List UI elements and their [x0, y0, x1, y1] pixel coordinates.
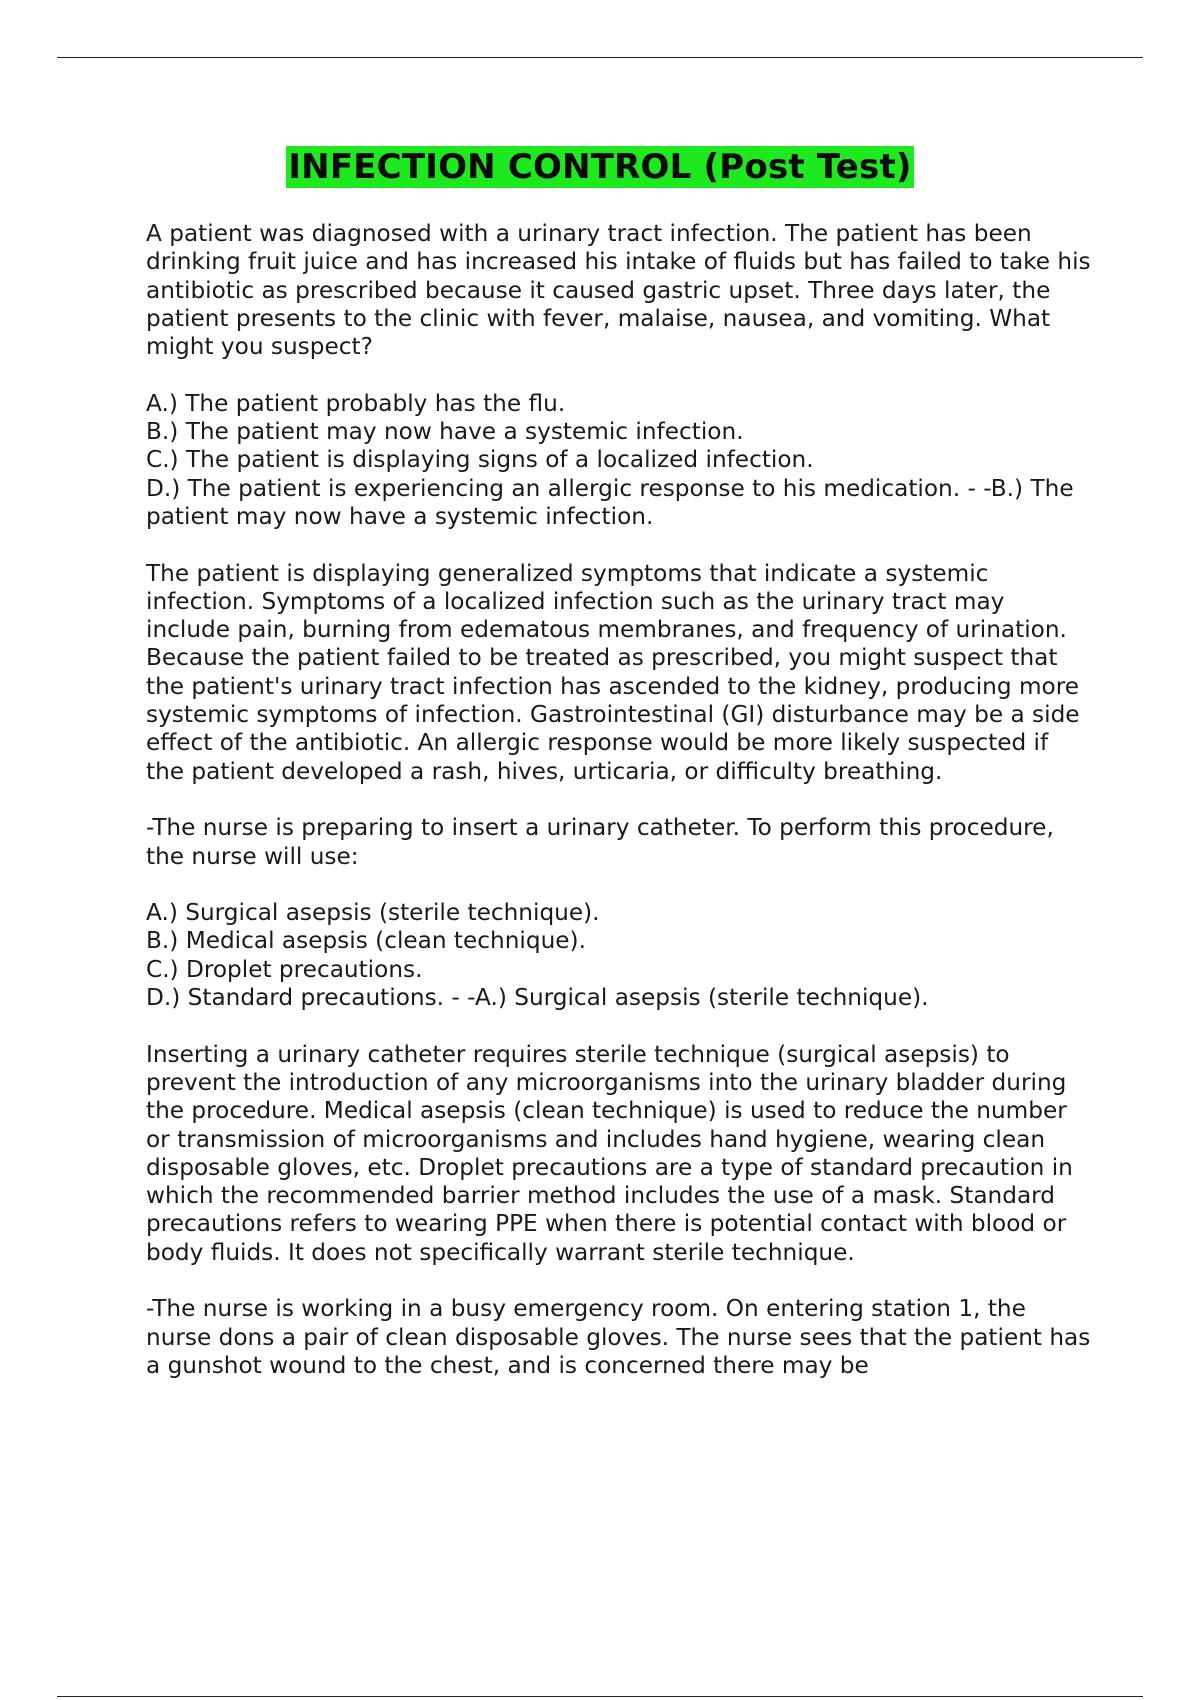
- question-2-rationale: Inserting a urinary catheter requires sterile technique (surgical asepsis) to prevent the introduction of any microorganisms into the urinary bladder during the procedure. Medical asepsis (clean technique) is used to reduce the number or transmission of microorganisms and includes hand hygiene, wearing clean disposable gloves, etc. Droplet precautions are a type of standard precaution in which the recommended barrier method includes the use of a mask. Standard precautions refers to wearing PPE when there is potential contact with blood or body fluids. It does not specifically warrant sterile technique.: [146, 1040, 1073, 1266]
- title-container: [0, 146, 1200, 188]
- question-1-rationale: The patient is displaying generalized symptoms that indicate a systemic infection. Symptoms of a localized infection such as the urinary tract may include pain, burning from edematous membranes, and frequency of urination. Because the patient failed to be treated as prescribed, you might suspect that the patient's urinary tract infection has ascended to the kidney, producing more systemic symptoms of infection. Gastrointestinal (GI) disturbance may be a side effect of the antibiotic. An allergic response would be more likely suspected if the patient developed a rash, hives, urticaria, or difficulty breathing.: [146, 559, 1080, 785]
- footer-rule: [57, 1696, 1143, 1697]
- question-2-stem: -The nurse is preparing to insert a urinary catheter. To perform this procedure, the nurse will use:: [146, 814, 1054, 870]
- question-1-stem: A patient was diagnosed with a urinary tract infection. The patient has been drinking fruit juice and has increased his intake of fluids but has failed to take his antibiotic as prescribed because it caused gastric upset. Three days later, the patient presents to the clinic with fever, malaise, nausea, and vomiting. What might you suspect?: [146, 220, 1091, 361]
- question-3-stem: -The nurse is working in a busy emergency room. On entering station 1, the nurse dons a pair of clean disposable gloves. The nurse sees that the patient has a gunshot wound to the chest, and is concerned there may be: [146, 1295, 1091, 1379]
- question-1-options: A.) The patient probably has the flu. B.) The patient may now have a systemic infection. C.) The patient is displaying signs of a localized infection. D.) The patient is experiencing an allergic response to his medication. - -B.) The patient may now have a systemic infection.: [146, 389, 1074, 530]
- document-body: [146, 220, 1092, 1408]
- header-rule: [57, 57, 1143, 58]
- question-2-options: A.) Surgical asepsis (sterile technique). B.) Medical asepsis (clean technique). C.) Droplet precautions. D.) Standard precautions. - -A.) Surgical asepsis (sterile technique).: [146, 899, 929, 1012]
- document-title: INFECTION CONTROL (Post Test): [288, 147, 912, 187]
